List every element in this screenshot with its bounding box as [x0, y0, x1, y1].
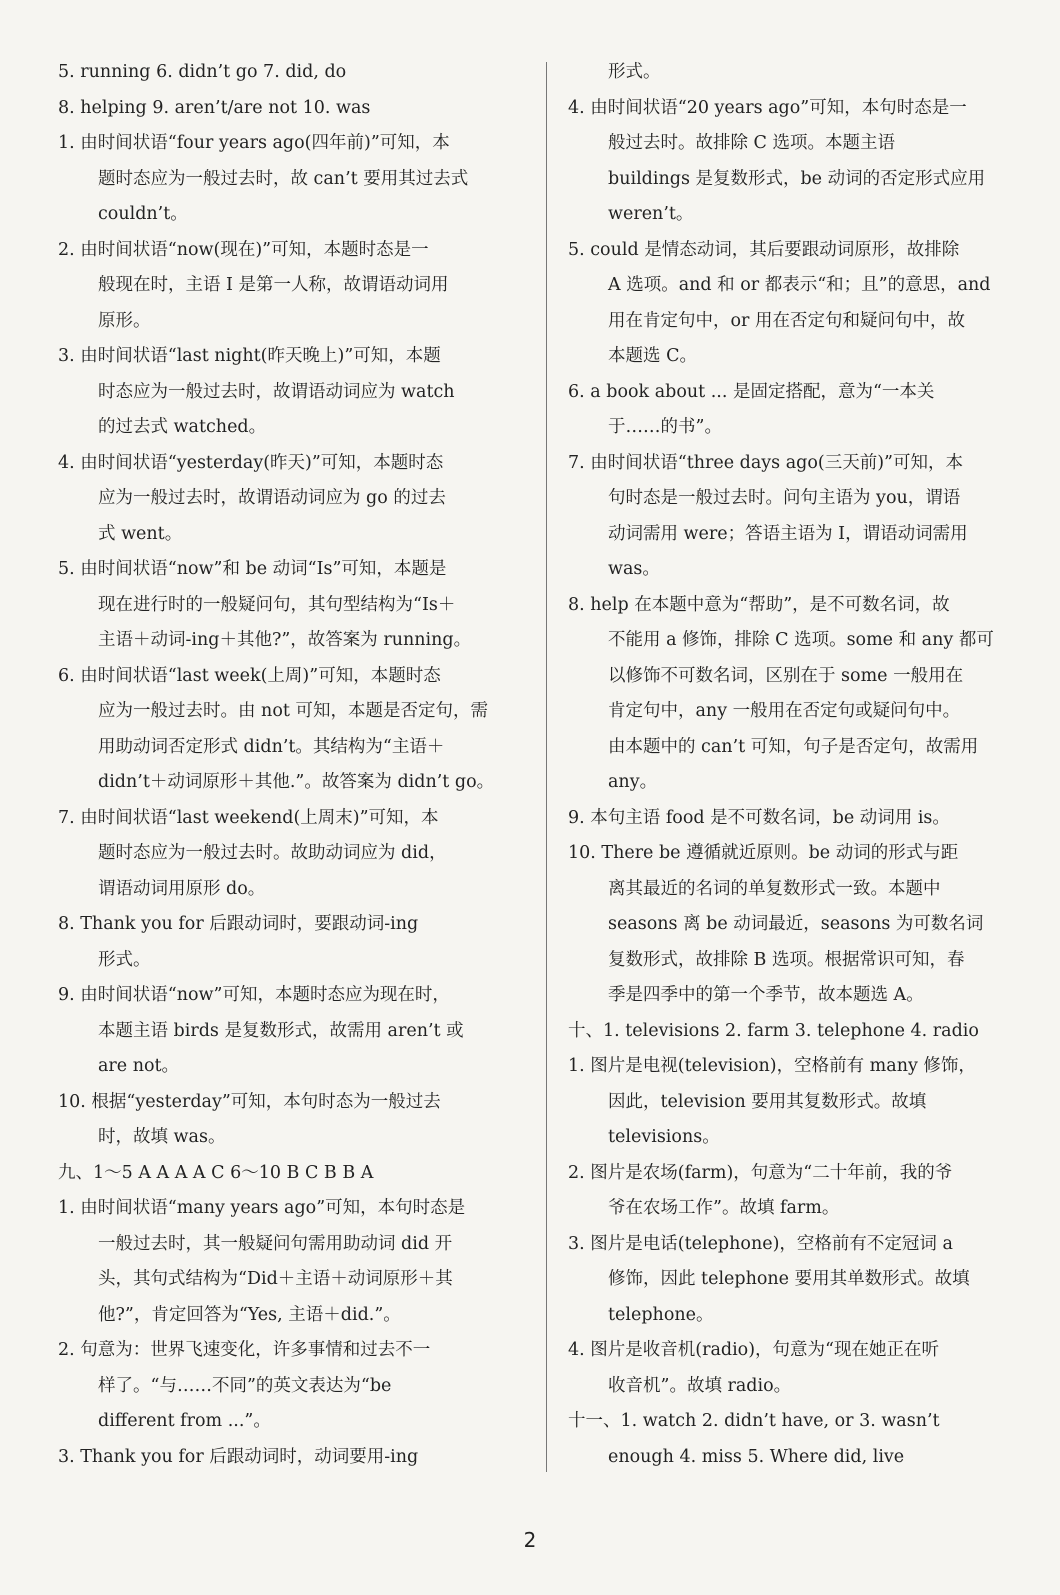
text-line: 9. 由时间状语“now”可知，本题时态应为现在时，	[58, 985, 450, 1005]
text-line: 复数形式，故排除 B 选项。根据常识可知，春	[608, 949, 965, 970]
text-line: 句时态是一般过去时。问句主语为 you，谓语	[608, 488, 961, 508]
left-column	[58, 55, 538, 1475]
page-number: 2	[523, 1528, 537, 1552]
text-line: 收音机”。故填 radio。	[608, 1375, 792, 1396]
text-line: 形式。	[98, 949, 151, 970]
text-line: 2. 由时间状语“now(现在)”可知，本题时态是一	[58, 239, 429, 260]
text-line: 一般过去时，其一般疑问句需用助动词 did 开	[98, 1233, 453, 1254]
text-line: 2. 句意为：世界飞速变化，许多事情和过去不一	[58, 1340, 431, 1360]
text-line: 1. 图片是电视(television)，空格前有 many 修饰，	[568, 1056, 976, 1076]
text-line: 因此，television 要用其复数形式。故填	[608, 1091, 927, 1112]
text-line: 不能用 a 修饰，排除 C 选项。some 和 any 都可	[608, 630, 994, 650]
text-line: 季是四季中的第一个季节，故本题选 A。	[608, 985, 924, 1005]
text-line: couldn’t。	[98, 204, 188, 224]
text-line: 用在肯定句中，or 用在否定句和疑问句中，故	[608, 310, 965, 331]
text-line: 于……的书”。	[608, 417, 722, 437]
text-line: 十、1. televisions 2. farm 3. telephone 4. radio	[568, 1020, 979, 1041]
text-line: A 选项。and 和 or 都表示“和；且”的意思，and	[608, 275, 991, 295]
text-line: 的过去式 watched。	[98, 417, 267, 437]
text-line: 2. 图片是农场(farm)，句意为“二十年前，我的爷	[568, 1162, 953, 1183]
text-line: 10. 根据“yesterday”可知，本句时态为一般过去	[58, 1091, 441, 1112]
text-line: 10. There be 遵循就近原则。be 动词的形式与距	[568, 843, 959, 863]
text-line: 3. 由时间状语“last night(昨天晚上)”可知，本题	[58, 346, 441, 366]
text-line: 1. 由时间状语“four years ago(四年前)”可知，本	[58, 133, 450, 153]
text-line: 应为一般过去时。由 not 可知，本题是否定句，需	[98, 701, 488, 721]
text-line: telephone。	[608, 1304, 714, 1325]
text-line: 般现在时，主语 I 是第一人称，故谓语动词用	[98, 275, 449, 295]
text-line: 他?”，肯定回答为“Yes, 主语＋did.”。	[98, 1304, 401, 1325]
text-line: any。	[608, 772, 658, 792]
text-line: 修饰，因此 telephone 要用其单数形式。故填	[608, 1269, 970, 1289]
text-line: 九、1～5 A A A A C 6～10 B C B B A	[58, 1162, 374, 1183]
text-line: 离其最近的名词的单复数形式一致。本题中	[608, 878, 941, 899]
column-divider	[546, 62, 547, 1472]
text-line: was。	[608, 559, 660, 579]
text-line: didn’t＋动词原形＋其他.”。故答案为 didn’t go。	[98, 772, 495, 792]
text-line: 4. 由时间状语“20 years ago”可知，本句时态是一	[568, 97, 967, 118]
text-line: 5. running 6. didn’t go 7. did, do	[58, 62, 347, 82]
text-line: 十一、1. watch 2. didn’t have, or 3. wasn’t	[568, 1411, 940, 1431]
text-line: 7. 由时间状语“three days ago(三天前)”可知，本	[568, 452, 963, 473]
text-line: televisions。	[608, 1127, 720, 1147]
text-line: 5. could 是情态动词，其后要跟动词原形，故排除	[568, 239, 960, 260]
text-line: 主语＋动词-ing＋其他?”，故答案为 running。	[98, 630, 472, 650]
text-line: 应为一般过去时，故谓语动词应为 go 的过去	[98, 488, 446, 508]
text-line: 8. Thank you for 后跟动词时，要跟动词-ing	[58, 914, 419, 934]
text-line: 爷在农场工作”。故填 farm。	[608, 1198, 840, 1218]
right-column	[568, 55, 1038, 1475]
text-line: 动词需用 were；答语主语为 I，谓语动词需用	[608, 523, 968, 544]
text-line: 现在进行时的一般疑问句，其句型结构为“Is＋	[98, 594, 456, 615]
text-line: 题时态应为一般过去时。故助动词应为 did，	[98, 843, 447, 863]
text-line: 由本题中的 can’t 可知，句子是否定句，故需用	[608, 736, 979, 757]
text-line: 式 went。	[98, 523, 183, 544]
text-line: 8. helping 9. aren’t/are not 10. was	[58, 97, 371, 118]
text-line: 9. 本句主语 food 是不可数名词，be 动词用 is。	[568, 807, 950, 828]
text-line: different from ...”。	[98, 1411, 271, 1431]
text-line: 时态应为一般过去时，故谓语动词应为 watch	[98, 381, 455, 402]
text-line: 5. 由时间状语“now”和 be 动词“Is”可知，本题是	[58, 559, 447, 579]
text-line: are not。	[98, 1056, 180, 1076]
text-line: enough 4. miss 5. Where did, live	[608, 1446, 905, 1467]
text-line: 以修饰不可数名词，区别在于 some 一般用在	[608, 665, 964, 686]
text-line: 本题主语 birds 是复数形式，故需用 aren’t 或	[98, 1020, 464, 1041]
text-line: 6. 由时间状语“last week(上周)”可知，本题时态	[58, 665, 441, 686]
text-line: 时，故填 was。	[98, 1127, 226, 1147]
text-line: 肯定句中，any 一般用在否定句或疑问句中。	[608, 701, 961, 721]
text-line: 8. help 在本题中意为“帮助”，是不可数名词，故	[568, 594, 950, 615]
text-line: 1. 由时间状语“many years ago”可知，本句时态是	[58, 1198, 466, 1218]
text-line: 4. 图片是收音机(radio)，句意为“现在她正在听	[568, 1340, 939, 1360]
text-line: seasons 离 be 动词最近，seasons 为可数名词	[608, 914, 984, 934]
text-line: 题时态应为一般过去时，故 can’t 要用其过去式	[98, 168, 469, 189]
text-line: 形式。	[608, 62, 661, 82]
text-line: 3. Thank you for 后跟动词时，动词要用-ing	[58, 1446, 419, 1467]
text-line: 3. 图片是电话(telephone)，空格前有不定冠词 a	[568, 1233, 953, 1254]
text-line: 头，其句式结构为“Did＋主语＋动词原形＋其	[98, 1269, 453, 1289]
text-line: 4. 由时间状语“yesterday(昨天)”可知，本题时态	[58, 452, 444, 473]
text-line: 用助动词否定形式 didn’t。其结构为“主语＋	[98, 736, 445, 757]
text-line: 谓语动词用原形 do。	[98, 878, 266, 899]
text-line: weren’t。	[608, 204, 694, 224]
text-line: 原形。	[98, 310, 151, 331]
text-line: buildings 是复数形式，be 动词的否定形式应用	[608, 168, 986, 189]
text-line: 本题选 C。	[608, 346, 697, 366]
text-line: 7. 由时间状语“last weekend(上周末)”可知，本	[58, 807, 439, 828]
text-line: 般过去时。故排除 C 选项。本题主语	[608, 133, 896, 153]
text-line: 样了。“与……不同”的英文表达为“be	[98, 1375, 392, 1396]
text-line: 6. a book about ... 是固定搭配，意为“一本关	[568, 381, 935, 402]
